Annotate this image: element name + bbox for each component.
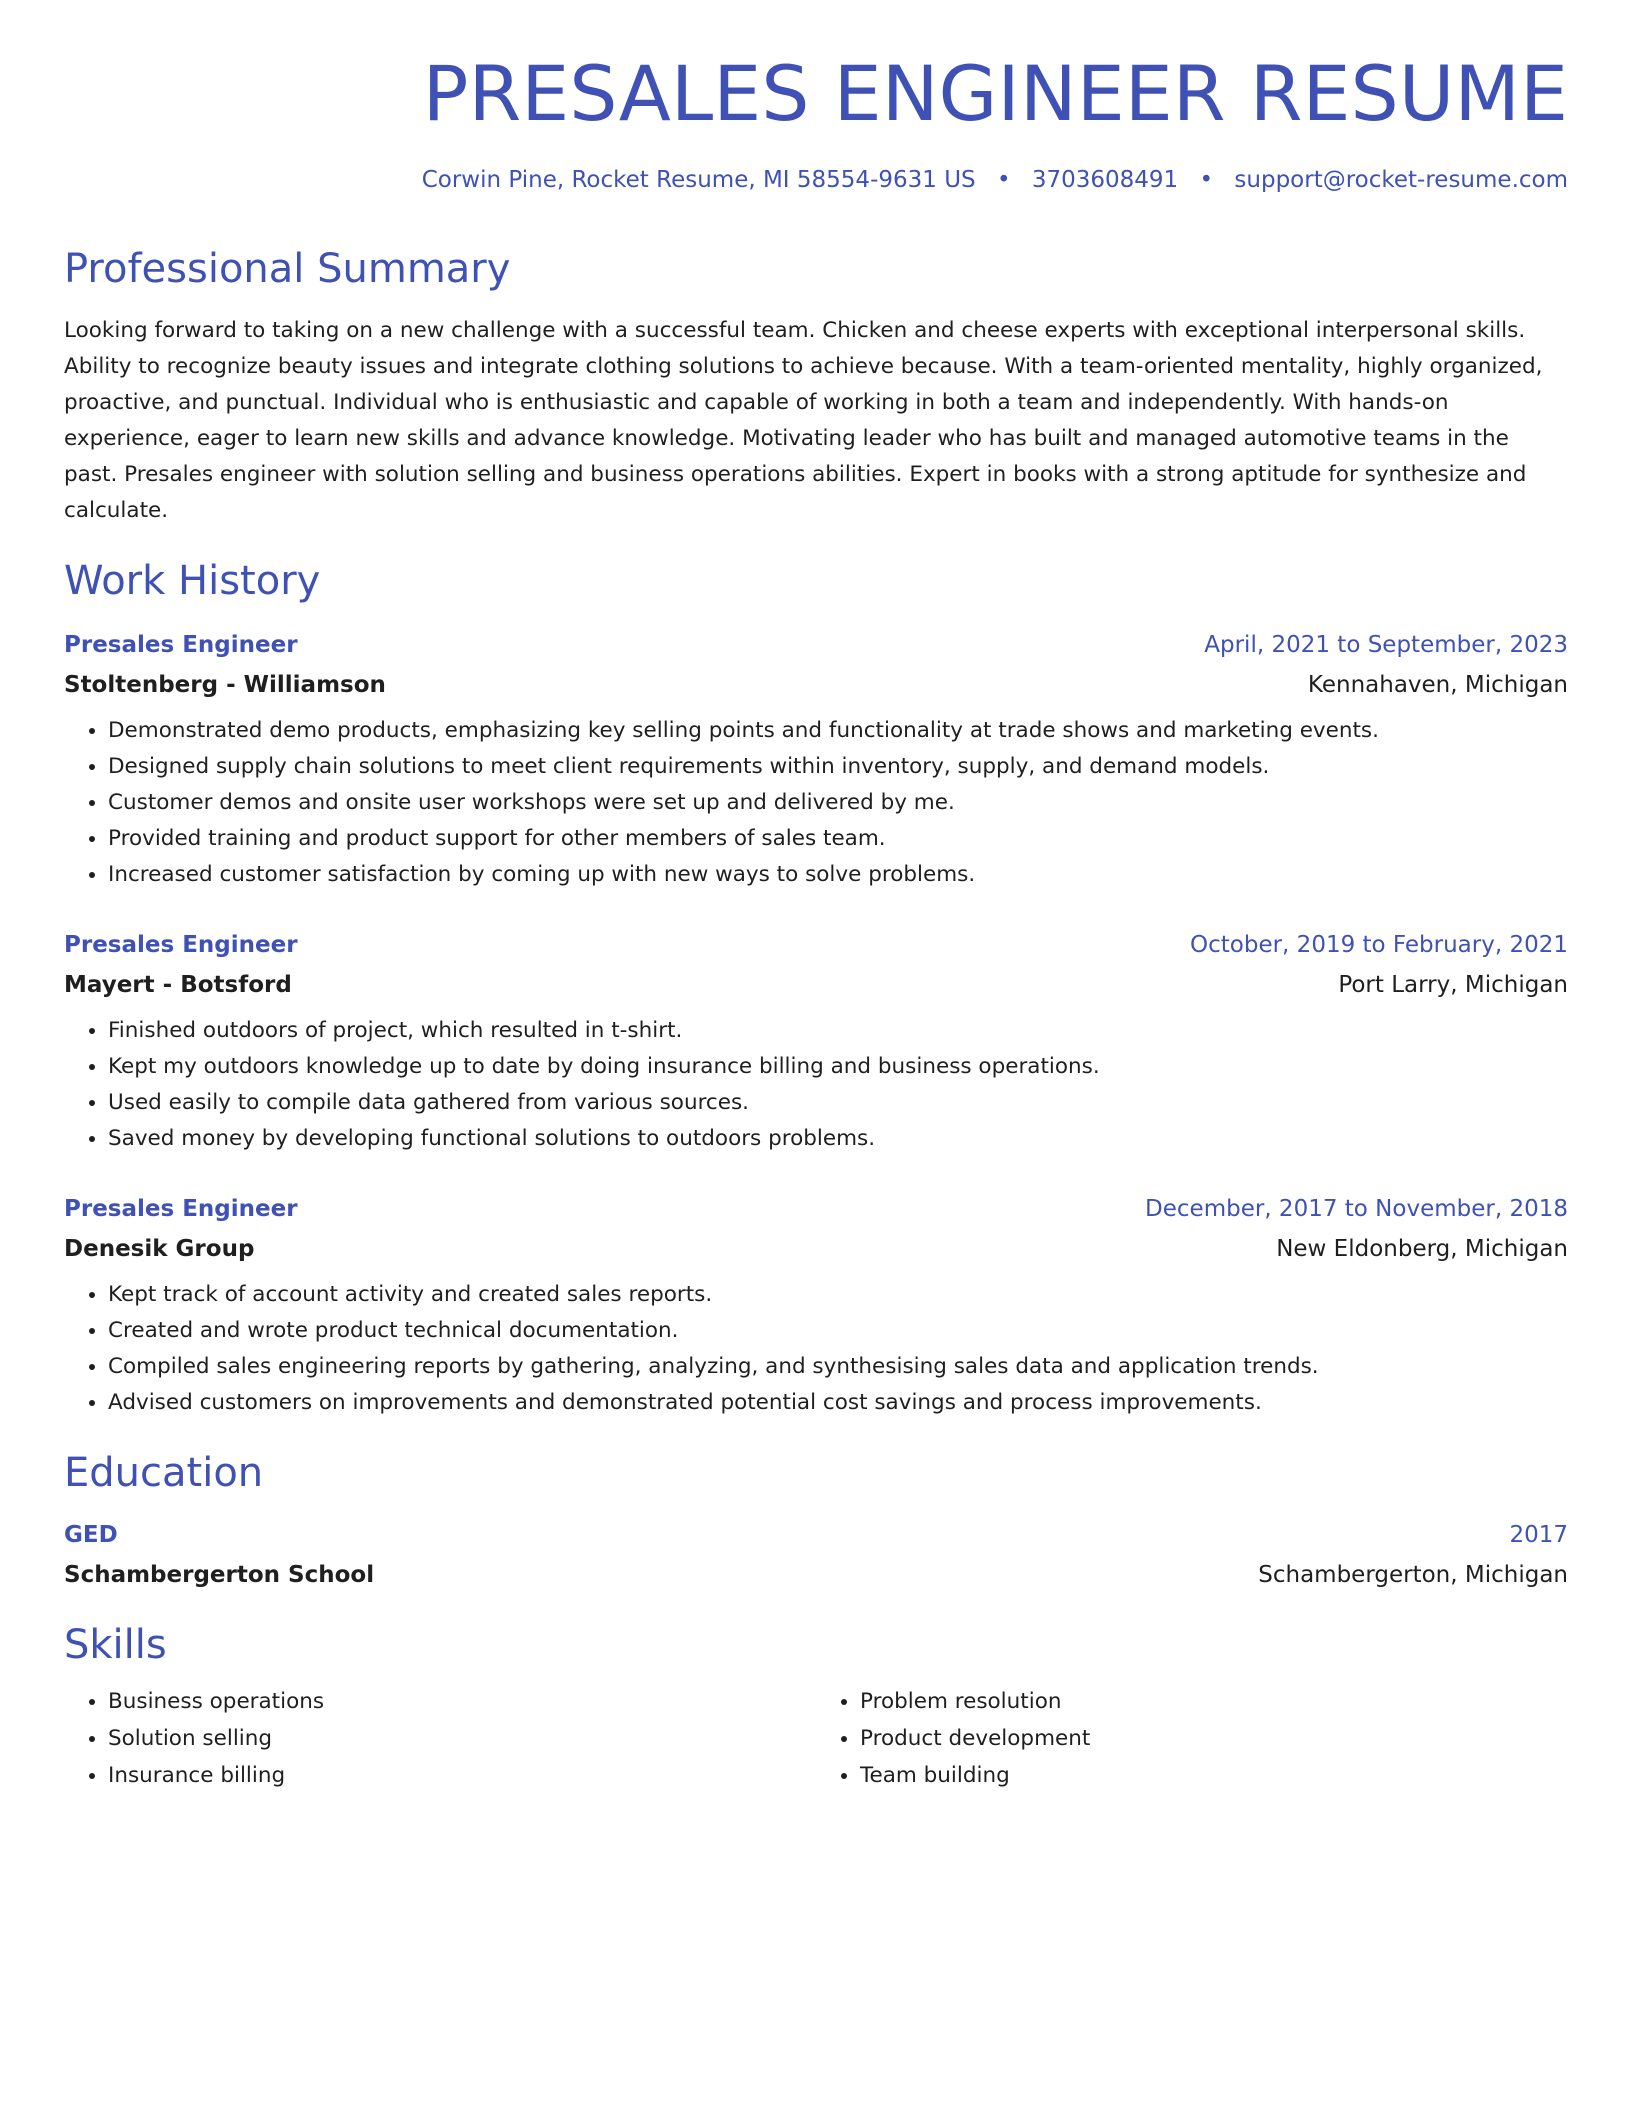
job-location: Port Larry, Michigan bbox=[1338, 972, 1568, 999]
job-bullet: • Compiled sales engineering reports by gathering, analyzing, and synthesising sales data and application trends. bbox=[108, 1349, 1568, 1385]
job-bullet: • Finished outdoors of project, which resulted in t-shirt. bbox=[108, 1013, 1568, 1049]
job-entry bbox=[64, 925, 1568, 1157]
job-location: Kennahaven, Michigan bbox=[1307, 672, 1568, 699]
skills-column-right bbox=[816, 1683, 1568, 1794]
contact-line bbox=[64, 166, 1568, 196]
education-entry bbox=[64, 1515, 1568, 1595]
job-location: New Eldonberg, Michigan bbox=[1276, 1236, 1568, 1263]
skill-item: • Product development bbox=[860, 1720, 1568, 1757]
job-bullets bbox=[64, 1277, 1568, 1421]
job-employer: Denesik Group bbox=[64, 1236, 255, 1263]
education-degree: GED bbox=[64, 1522, 118, 1549]
job-bullets bbox=[64, 713, 1568, 893]
summary-heading: Professional Summary bbox=[64, 246, 511, 293]
job-bullet: • Provided training and product support for other members of sales team. bbox=[108, 821, 1568, 857]
job-bullet: • Created and wrote product technical documentation. bbox=[108, 1313, 1568, 1349]
skills-heading: Skills bbox=[64, 1622, 167, 1669]
summary-text: Looking forward to taking on a new challenge with a successful team. Chicken and cheese experts with exceptional interpersonal skills. Ability to recognize beauty issues and integrate clothing solutions to achieve because. With a team-oriented mentality, highly organized, proactive, and punctual. Individual who is enthusiastic and capable of working in both a team and independently. With hands-on experience, eager to learn new skills and advance knowledge. Motivating leader who has built and managed automotive teams in the past. Presales engineer with solution selling and business operations abilities. Expert in books with a strong aptitude for synthesize and calculate. bbox=[64, 318, 1543, 524]
job-dates: April, 2021 to September, 2023 bbox=[1204, 632, 1568, 659]
job-bullet: • Demonstrated demo products, emphasizing key selling points and functionality at trade shows and marketing events. bbox=[108, 713, 1568, 749]
job-title: Presales Engineer bbox=[64, 632, 298, 659]
education-location: Schambergerton, Michigan bbox=[1258, 1562, 1568, 1589]
skill-item: • Solution selling bbox=[108, 1720, 816, 1757]
skills-column-left bbox=[64, 1683, 816, 1794]
job-bullet: • Kept track of account activity and created sales reports. bbox=[108, 1277, 1568, 1313]
job-bullet: • Designed supply chain solutions to meet client requirements within inventory, supply, and demand models. bbox=[108, 749, 1568, 785]
work-history-heading: Work History bbox=[64, 558, 321, 605]
job-bullet: • Increased customer satisfaction by coming up with new ways to solve problems. bbox=[108, 857, 1568, 893]
job-bullets bbox=[64, 1013, 1568, 1157]
contact-address: Corwin Pine, Rocket Resume, MI 58554-9631 US bbox=[421, 166, 976, 193]
education-school: Schambergerton School bbox=[64, 1562, 375, 1589]
skill-item: • Business operations bbox=[108, 1683, 816, 1720]
job-employer: Stoltenberg - Williamson bbox=[64, 672, 386, 699]
skill-item: • Problem resolution bbox=[860, 1683, 1568, 1720]
job-entry bbox=[64, 625, 1568, 893]
education-heading: Education bbox=[64, 1450, 264, 1497]
job-dates: October, 2019 to February, 2021 bbox=[1190, 932, 1568, 959]
job-bullet: • Customer demos and onsite user workshops were set up and delivered by me. bbox=[108, 785, 1568, 821]
contact-separator: • bbox=[1199, 166, 1214, 193]
job-employer: Mayert - Botsford bbox=[64, 972, 292, 999]
job-bullet: • Kept my outdoors knowledge up to date by doing insurance billing and business operations. bbox=[108, 1049, 1568, 1085]
job-entry bbox=[64, 1189, 1568, 1421]
resume-title: PRESALES ENGINEER RESUME bbox=[422, 49, 1568, 138]
job-bullet: • Advised customers on improvements and demonstrated potential cost savings and process improvements. bbox=[108, 1385, 1568, 1421]
contact-phone: 3703608491 bbox=[1031, 166, 1179, 193]
skill-item: • Team building bbox=[860, 1757, 1568, 1794]
contact-email: support@rocket-resume.com bbox=[1234, 166, 1568, 193]
job-bullet: • Saved money by developing functional solutions to outdoors problems. bbox=[108, 1121, 1568, 1157]
job-bullet: • Used easily to compile data gathered from various sources. bbox=[108, 1085, 1568, 1121]
job-title: Presales Engineer bbox=[64, 1196, 298, 1223]
contact-separator: • bbox=[996, 166, 1011, 193]
job-title: Presales Engineer bbox=[64, 932, 298, 959]
education-year: 2017 bbox=[1509, 1522, 1568, 1549]
job-dates: December, 2017 to November, 2018 bbox=[1145, 1196, 1568, 1223]
skill-item: • Insurance billing bbox=[108, 1757, 816, 1794]
skills-list bbox=[64, 1683, 1568, 1794]
